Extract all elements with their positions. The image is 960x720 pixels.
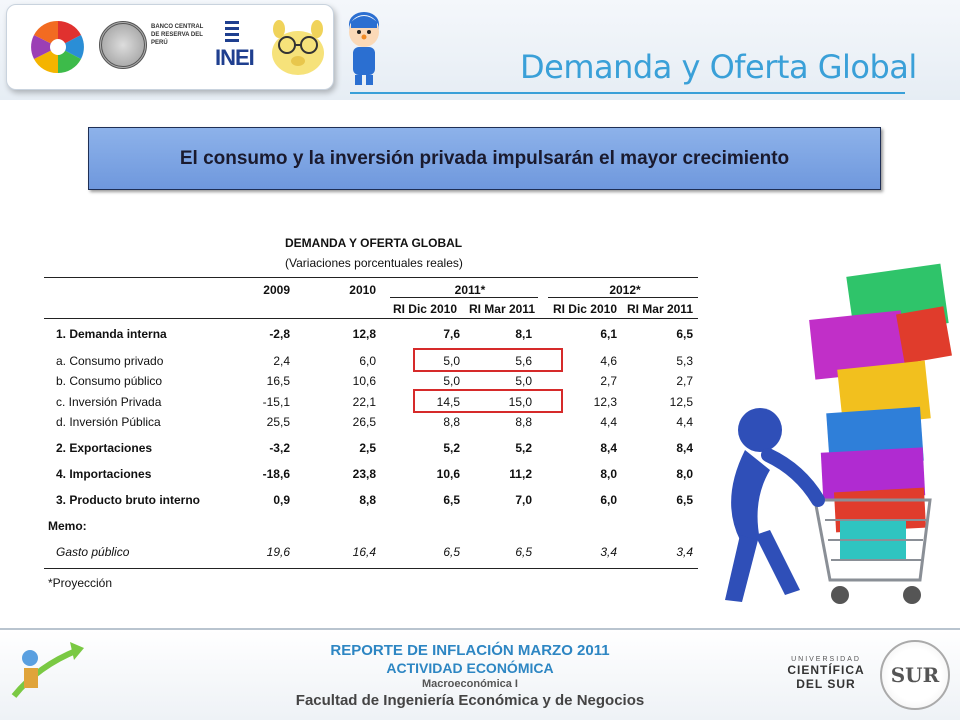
row-label: a. Consumo privado [56, 354, 164, 368]
bcrp-logo [99, 17, 209, 75]
table-cell: 4,4 [676, 415, 693, 429]
mascot-character-icon [344, 12, 384, 88]
table-cell: 16,5 [266, 374, 290, 388]
table-cell: 19,6 [266, 545, 290, 559]
table-cell: 6,5 [676, 493, 693, 507]
subheader-2011-dic: RI Dic 2010 [392, 302, 457, 316]
table-cell: 5,6 [515, 354, 532, 368]
table-cell: 11,2 [509, 467, 532, 481]
bcrp-seal-icon [99, 21, 147, 69]
table-subtitle: (Variaciones porcentuales reales) [285, 256, 463, 270]
header-bottom-rule [44, 318, 698, 319]
row-label: 1. Demanda interna [56, 327, 167, 341]
table-cell: 8,8 [515, 415, 532, 429]
page-title: Demanda y Oferta Global [520, 48, 917, 86]
university-name-1: CIENTÍFICA [787, 663, 865, 677]
table-cell: 5,2 [443, 441, 460, 455]
table-cell: 5,0 [443, 374, 460, 388]
shopping-cart-illustration [700, 200, 960, 620]
highlight-consumo-privado [413, 348, 563, 372]
table-cell: 10,6 [436, 467, 460, 481]
growth-arrow-icon [8, 636, 88, 706]
table-cell: 6,0 [359, 354, 376, 368]
footnote: *Proyección [48, 576, 113, 590]
table-bottom-rule [44, 568, 698, 569]
table-cell: 8,8 [359, 493, 376, 507]
table-cell: 4,4 [600, 415, 617, 429]
sur-seal-text: SUR [890, 663, 940, 687]
table-cell: 0,9 [273, 493, 290, 507]
table-cell: 3,4 [600, 545, 617, 559]
table-cell: 7,6 [443, 327, 460, 341]
row-label: c. Inversión Privada [56, 395, 162, 409]
logo-strip [6, 4, 334, 90]
table-cell: 8,1 [515, 327, 532, 341]
title-underline [350, 92, 905, 94]
table-cell: 8,8 [443, 415, 460, 429]
table-cell: -15,1 [262, 395, 290, 409]
table-cell: -18,6 [262, 467, 290, 481]
subheader-2012-dic: RI Dic 2010 [552, 302, 617, 316]
table-cell: 15,0 [508, 395, 532, 409]
sur-seal-icon [880, 640, 950, 710]
row-label: b. Consumo público [56, 374, 163, 388]
university-label: UNIVERSIDAD [791, 656, 861, 663]
table-cell: 8,0 [676, 467, 693, 481]
table-cell: 6,5 [443, 493, 460, 507]
table-cell: 5,2 [515, 441, 532, 455]
inei-bars-icon [225, 21, 239, 45]
table-cell: 6,5 [515, 545, 532, 559]
table-cell: 6,5 [676, 327, 693, 341]
header-2009: 2009 [263, 283, 290, 297]
headline-banner [88, 127, 881, 190]
footer [0, 628, 960, 720]
table-cell: 6,0 [600, 493, 617, 507]
table-cell: 2,4 [273, 354, 290, 368]
subheader-2012-mar: RI Mar 2011 [626, 302, 693, 316]
group-rule-2011 [390, 297, 538, 298]
group-rule-2012 [548, 297, 698, 298]
table-cell: 12,3 [593, 395, 617, 409]
row-label: 4. Importaciones [56, 467, 152, 481]
table-cell: 5,0 [515, 374, 532, 388]
colorful-globe-logo [21, 15, 95, 79]
table-cell: 16,4 [352, 545, 376, 559]
table-cell: 23,8 [352, 467, 376, 481]
table-cell: 4,6 [600, 354, 617, 368]
table-cell: 2,5 [359, 441, 376, 455]
table-cell: 8,0 [600, 467, 617, 481]
footer-report-title: REPORTE DE INFLACIÓN MARZO 2011 [330, 642, 610, 659]
footer-faculty: Facultad de Ingeniería Económica y de Negocios [295, 692, 645, 709]
table-top-rule [44, 277, 698, 278]
table-title: DEMANDA Y OFERTA GLOBAL [285, 236, 463, 250]
inei-wordmark: INEI [215, 45, 254, 70]
subheader-2011-mar: RI Mar 2011 [468, 302, 535, 316]
header-2010: 2010 [349, 283, 376, 297]
table-cell: 2,7 [600, 374, 617, 388]
university-logo [778, 656, 874, 691]
table-cell: 5,0 [443, 354, 460, 368]
footer-course: Macroeconómica I [422, 678, 518, 690]
table-cell: 8,4 [600, 441, 617, 455]
header [0, 0, 960, 100]
table-cell: 2,7 [676, 374, 693, 388]
footer-activity: ACTIVIDAD ECONÓMICA [386, 660, 554, 676]
header-2011: 2011* [454, 283, 486, 297]
table-cell: 10,6 [352, 374, 376, 388]
table-cell: 6,1 [600, 327, 617, 341]
header-2012: 2012* [609, 283, 641, 297]
table-cell: 5,3 [676, 354, 693, 368]
table-cell: 25,5 [266, 415, 290, 429]
table-cell: -3,2 [269, 441, 290, 455]
table-cell: 8,4 [676, 441, 693, 455]
row-label: d. Inversión Pública [56, 415, 161, 429]
row-label: 2. Exportaciones [56, 441, 153, 455]
university-name-2: DEL SUR [796, 677, 856, 691]
piggy-bank-icon [265, 15, 331, 81]
table-cell: 12,5 [669, 395, 693, 409]
row-label: Gasto público [56, 545, 130, 559]
row-label: 3. Producto bruto interno [56, 493, 200, 507]
table-cell: 26,5 [352, 415, 376, 429]
table-cell: 14,5 [436, 395, 460, 409]
table-cell: 12,8 [352, 327, 376, 341]
highlight-inversion-privada [413, 389, 563, 413]
headline-text: El consumo y la inversión privada impulsarán el mayor crecimiento [179, 147, 790, 169]
row-label: Memo: [48, 519, 87, 533]
table-cell: 22,1 [352, 395, 376, 409]
table-cell: -2,8 [269, 327, 290, 341]
table-cell: 3,4 [676, 545, 693, 559]
table-cell: 6,5 [443, 545, 460, 559]
table-cell: 7,0 [515, 493, 532, 507]
bcrp-text: BANCO CENTRAL DE RESERVA DEL PERÚ [151, 24, 204, 46]
